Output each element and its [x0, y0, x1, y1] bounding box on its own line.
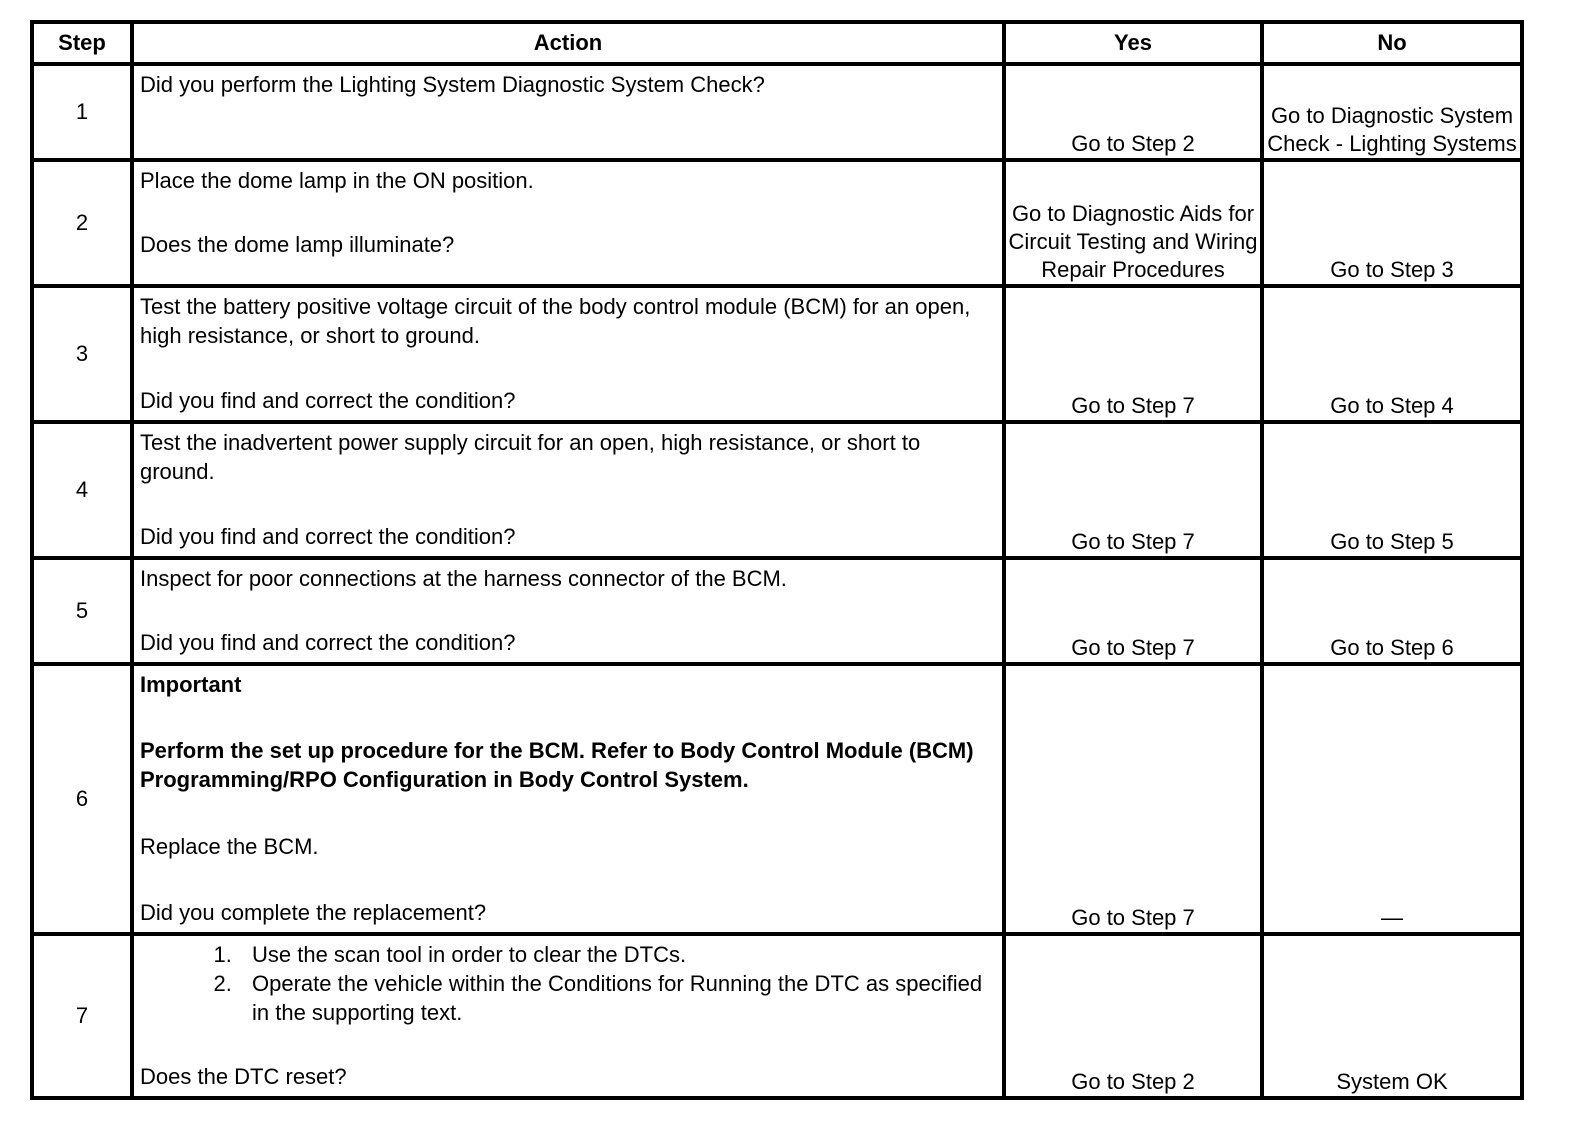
yes-cell: Go to Step 7: [1004, 422, 1262, 558]
step-number: 4: [32, 422, 132, 558]
header-no: No: [1262, 22, 1522, 64]
header-row: [32, 22, 1522, 64]
header-yes: Yes: [1004, 22, 1262, 64]
action-text: Inspect for poor connections at the harness connector of the BCM.: [140, 566, 787, 591]
action-text: Test the battery positive voltage circuit of the body control module (BCM) for an open, high resistance, or short to ground.: [140, 294, 971, 348]
action-text: Replace the BCM.: [140, 833, 319, 859]
no-cell: Go to Step 6: [1262, 558, 1522, 664]
no-cell: Go to Diagnostic System Check - Lighting Systems: [1262, 64, 1522, 160]
step-number: 6: [32, 664, 132, 934]
no-cell: Go to Step 5: [1262, 422, 1522, 558]
table-row: [32, 286, 1522, 422]
procedure-list: [140, 940, 996, 1027]
action-question: Does the dome lamp illuminate?: [140, 232, 455, 257]
action-text: Test the inadvertent power supply circuit for an open, high resistance, or short to ground.: [140, 430, 921, 484]
procedure-item: 2. Operate the vehicle within the Conditions for Running the DTC as specified in the supporting text.: [238, 969, 996, 1027]
step-number: 7: [32, 934, 132, 1098]
action-cell: [132, 64, 1004, 160]
header-action: Action: [132, 22, 1004, 64]
table-row: [32, 64, 1522, 160]
yes-cell: Go to Step 7: [1004, 286, 1262, 422]
header-step: Step: [32, 22, 132, 64]
action-cell: [132, 286, 1004, 422]
table-row: [32, 934, 1522, 1098]
yes-cell: Go to Step 7: [1004, 664, 1262, 934]
action-text: Place the dome lamp in the ON position.: [140, 168, 534, 193]
yes-cell: Go to Step 2: [1004, 64, 1262, 160]
action-question: Did you find and correct the condition?: [140, 388, 516, 413]
action-question: Did you find and correct the condition?: [140, 630, 516, 655]
step-number: 2: [32, 160, 132, 286]
no-cell: Go to Step 4: [1262, 286, 1522, 422]
important-note: Perform the set up procedure for the BCM. Refer to Body Control Module (BCM) Programming/RPO Configuration in Body Control System.: [140, 738, 974, 793]
action-question: Did you find and correct the condition?: [140, 524, 516, 549]
diagnostic-table: [30, 20, 1524, 1100]
action-cell: [132, 664, 1004, 934]
action-cell: [132, 160, 1004, 286]
table-row: [32, 160, 1522, 286]
action-text: Did you perform the Lighting System Diagnostic System Check?: [140, 72, 765, 97]
step-number: 3: [32, 286, 132, 422]
yes-cell: Go to Diagnostic Aids for Circuit Testing and Wiring Repair Procedures: [1004, 160, 1262, 286]
table-row: [32, 664, 1522, 934]
action-question: Does the DTC reset?: [140, 1064, 347, 1089]
important-label: Important: [140, 672, 242, 697]
yes-cell: Go to Step 2: [1004, 934, 1262, 1098]
action-cell: [132, 422, 1004, 558]
action-question: Did you complete the replacement?: [140, 899, 487, 925]
no-cell: Go to Step 3: [1262, 160, 1522, 286]
table-row: [32, 558, 1522, 664]
step-number: 5: [32, 558, 132, 664]
no-cell: System OK: [1262, 934, 1522, 1098]
yes-cell: Go to Step 7: [1004, 558, 1262, 664]
action-cell: [132, 934, 1004, 1098]
action-cell: [132, 558, 1004, 664]
no-cell: —: [1262, 664, 1522, 934]
table-row: [32, 422, 1522, 558]
step-number: 1: [32, 64, 132, 160]
procedure-item: 1. Use the scan tool in order to clear the DTCs.: [238, 940, 996, 969]
